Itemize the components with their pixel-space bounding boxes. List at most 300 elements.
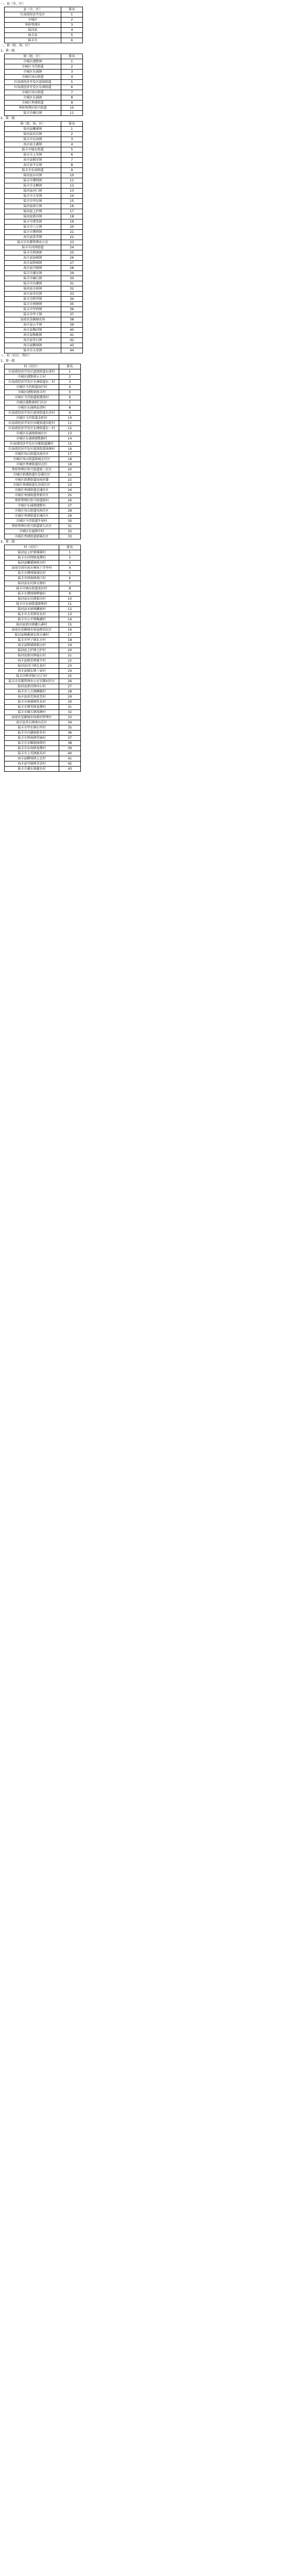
table-row bbox=[5, 100, 83, 106]
cell-name: 市城区捷胜镇 bbox=[5, 59, 61, 64]
cell-rank: 22 bbox=[59, 478, 81, 483]
cell-rank: 5 bbox=[61, 147, 83, 152]
table-row bbox=[5, 767, 81, 772]
ranking-table bbox=[4, 545, 81, 772]
table-row bbox=[5, 457, 81, 462]
cell-rank: 42 bbox=[59, 761, 81, 767]
cell-rank: 39 bbox=[61, 323, 83, 328]
cell-rank: 3 bbox=[59, 561, 81, 566]
cell-rank: 3 bbox=[59, 380, 81, 385]
cell-name: 华侨管理区侨兴街道 bbox=[5, 106, 61, 111]
cell-name: 市城区凤山街道凤南社区 bbox=[5, 509, 59, 514]
cell-rank: 29 bbox=[59, 694, 81, 700]
cell-name: 市城区凤山街道新城北社区 bbox=[5, 457, 59, 462]
cell-name: 陆河县新田镇田心村 bbox=[5, 684, 59, 689]
column-header-name: 镇（街、场、区） bbox=[5, 122, 61, 127]
cell-rank: 41 bbox=[61, 333, 83, 338]
cell-name: 汕尾农垦碳塘农场益群居民区 bbox=[5, 628, 59, 633]
cell-rank: 12 bbox=[61, 183, 83, 189]
cell-rank: 28 bbox=[61, 266, 83, 271]
cell-rank: 30 bbox=[61, 276, 83, 281]
table-row bbox=[5, 648, 81, 653]
cell-rank: 2 bbox=[59, 555, 81, 561]
cell-name: 陆丰市甲东镇 bbox=[5, 199, 61, 204]
cell-name: 陆丰市上英镇渡头村 bbox=[5, 751, 59, 756]
cell-name: 市城区东涌镇 bbox=[5, 95, 61, 100]
cell-rank: 8 bbox=[59, 405, 81, 411]
table-row bbox=[5, 612, 81, 617]
cell-name: 市城区 bbox=[5, 18, 61, 23]
table-row bbox=[5, 421, 81, 426]
cell-name: 海丰县可塘镇青草村 bbox=[5, 761, 59, 767]
table-row bbox=[5, 59, 83, 64]
table-row bbox=[5, 173, 83, 178]
cell-rank: 24 bbox=[61, 245, 83, 250]
table-row bbox=[5, 684, 81, 689]
cell-rank: 14 bbox=[59, 436, 81, 442]
cell-rank: 32 bbox=[59, 529, 81, 534]
cell-name: 市城区香洲街道北埔社区 bbox=[5, 488, 59, 493]
cell-rank: 17 bbox=[61, 209, 83, 214]
cell-rank: 32 bbox=[61, 286, 83, 292]
cell-rank: 14 bbox=[61, 194, 83, 199]
table-row bbox=[5, 152, 83, 158]
cell-name: 市城区新港街道汕尾居委 bbox=[5, 478, 59, 483]
cell-name: 陆丰市西南镇竹园村 bbox=[5, 736, 59, 741]
cell-rank: 31 bbox=[61, 281, 83, 286]
cell-name: 陆丰市金厢镇 bbox=[5, 183, 61, 189]
cell-rank: 31 bbox=[59, 705, 81, 710]
cell-rank: 12 bbox=[59, 607, 81, 612]
cell-rank: 37 bbox=[59, 736, 81, 741]
cell-rank: 23 bbox=[59, 483, 81, 488]
cell-name: 陆河县水唇镇 bbox=[5, 286, 61, 292]
table-row bbox=[5, 281, 83, 286]
table-header-row bbox=[5, 7, 83, 12]
section-heading: 二、镇（街、场、区） bbox=[1, 44, 32, 47]
table-header-row bbox=[5, 54, 83, 59]
table-row bbox=[5, 756, 81, 761]
subsection-heading: 2、第二组 bbox=[1, 116, 15, 120]
cell-name: 华侨管理区侨兴街道新村 bbox=[5, 498, 59, 503]
table-row bbox=[5, 261, 83, 266]
cell-name: 市城区香洲街道东埔社区 bbox=[5, 514, 59, 519]
cell-name: 陆丰市南塘镇坎头村 bbox=[5, 700, 59, 705]
cell-rank: 16 bbox=[59, 628, 81, 633]
cell-name: 陆丰市城东街道龙坑村 bbox=[5, 586, 59, 591]
cell-name: 市城区香洲街道居北村 bbox=[5, 462, 59, 467]
cell-name: 海丰县赤坑镇 bbox=[5, 292, 61, 297]
cell-rank: 3 bbox=[61, 70, 83, 75]
cell-name: 陆丰市河西街道 bbox=[5, 245, 61, 250]
table-row bbox=[5, 416, 81, 421]
table-row bbox=[5, 452, 81, 457]
column-header-rank: 排名 bbox=[61, 7, 83, 12]
cell-name: 陆丰市大安镇 bbox=[5, 348, 61, 353]
cell-rank: 7 bbox=[61, 90, 83, 95]
table-row bbox=[5, 467, 81, 472]
table-row bbox=[5, 534, 81, 539]
table-row bbox=[5, 725, 81, 731]
cell-rank: 13 bbox=[59, 612, 81, 617]
cell-name: 陆河县河口镇北龙村 bbox=[5, 664, 59, 669]
cell-name: 市城区马宫街道汕仔村 bbox=[5, 385, 59, 390]
subsection-heading: 1、第一组 bbox=[1, 359, 15, 363]
cell-name: 海丰县 bbox=[5, 33, 61, 38]
cell-rank: 40 bbox=[59, 751, 81, 756]
table-row bbox=[5, 385, 81, 390]
table-row bbox=[5, 302, 83, 307]
table-row bbox=[5, 80, 83, 85]
table-row bbox=[5, 286, 83, 292]
table-row bbox=[5, 276, 83, 281]
cell-rank: 35 bbox=[59, 725, 81, 731]
table-row bbox=[5, 472, 81, 478]
cell-name: 红海湾经济开发区遮浪街道南澳村 bbox=[5, 447, 59, 452]
cell-name: 海丰县黄羌镇 bbox=[5, 235, 61, 240]
table-row bbox=[5, 462, 81, 467]
cell-name: 陆河县南万镇 bbox=[5, 204, 61, 209]
cell-rank: 34 bbox=[59, 720, 81, 725]
cell-name: 市城区香洲街道长沙湾社区 bbox=[5, 483, 59, 488]
table-row bbox=[5, 209, 83, 214]
cell-rank: 4 bbox=[61, 75, 83, 80]
cell-rank: 33 bbox=[61, 292, 83, 297]
table-row bbox=[5, 622, 81, 628]
cell-rank: 18 bbox=[59, 457, 81, 462]
cell-name: 陆丰市甲子镇 bbox=[5, 312, 61, 317]
table-row bbox=[5, 219, 83, 225]
table-row bbox=[5, 204, 83, 209]
cell-rank: 10 bbox=[61, 106, 83, 111]
section-heading: 一、县（市、区） bbox=[1, 2, 26, 6]
section-heading: 三、村（社区、管区） bbox=[1, 354, 32, 358]
cell-name: 陆丰市八万镇 bbox=[5, 225, 61, 230]
table-row bbox=[5, 509, 81, 514]
document bbox=[0, 0, 291, 772]
cell-rank: 10 bbox=[59, 597, 81, 602]
table-row bbox=[5, 761, 81, 767]
table-row bbox=[5, 95, 83, 100]
table-row bbox=[5, 694, 81, 700]
cell-rank: 42 bbox=[61, 338, 83, 343]
table-row bbox=[5, 189, 83, 194]
table-row bbox=[5, 111, 83, 116]
cell-rank: 10 bbox=[59, 416, 81, 421]
table-row bbox=[5, 323, 83, 328]
cell-name: 陆丰市城东街道 bbox=[5, 147, 61, 152]
cell-rank: 8 bbox=[61, 163, 83, 168]
cell-rank: 4 bbox=[59, 566, 81, 571]
cell-rank: 6 bbox=[61, 38, 83, 43]
table-row bbox=[5, 550, 81, 555]
table-row bbox=[5, 328, 83, 333]
cell-name: 海丰县附城镇新山村 bbox=[5, 643, 59, 648]
table-row bbox=[5, 483, 81, 488]
cell-rank: 19 bbox=[59, 462, 81, 467]
cell-name: 陆丰市星都管理办公室星都村社区 bbox=[5, 679, 59, 684]
cell-rank: 33 bbox=[59, 534, 81, 539]
cell-rank: 39 bbox=[59, 746, 81, 751]
table-row bbox=[5, 142, 83, 147]
cell-rank: 1 bbox=[59, 369, 81, 375]
table-row bbox=[5, 431, 81, 436]
cell-rank: 35 bbox=[61, 302, 83, 307]
cell-name: 陆丰市星都管理办公室 bbox=[5, 240, 61, 245]
cell-name: 陆丰市西南镇 bbox=[5, 250, 61, 256]
cell-name: 市城区东涌镇捷胜路村 bbox=[5, 436, 59, 442]
table-row bbox=[5, 746, 81, 751]
table-row bbox=[5, 343, 83, 348]
table-row bbox=[5, 524, 81, 529]
cell-rank: 5 bbox=[61, 33, 83, 38]
cell-rank: 22 bbox=[61, 235, 83, 240]
cell-name: 陆河县上护镇簿溪村 bbox=[5, 550, 59, 555]
cell-rank: 44 bbox=[61, 348, 83, 353]
table-row bbox=[5, 348, 83, 353]
cell-name: 陆丰市内湖镇新乡村 bbox=[5, 731, 59, 736]
cell-rank: 11 bbox=[59, 421, 81, 426]
cell-rank: 26 bbox=[59, 498, 81, 503]
cell-name: 陆丰市南塘镇 bbox=[5, 302, 61, 307]
table-row bbox=[5, 245, 83, 250]
cell-name: 陆丰市公平镇陶湖村 bbox=[5, 617, 59, 622]
cell-name: 陆丰市大安镇 bbox=[5, 194, 61, 199]
cell-rank: 1 bbox=[61, 59, 83, 64]
table-row bbox=[5, 214, 83, 219]
cell-rank: 11 bbox=[61, 111, 83, 116]
cell-rank: 26 bbox=[61, 256, 83, 261]
cell-rank: 4 bbox=[61, 142, 83, 147]
cell-name: 市城区马宫街道 bbox=[5, 64, 61, 70]
cell-rank: 2 bbox=[61, 18, 83, 23]
cell-rank: 13 bbox=[59, 431, 81, 436]
cell-rank: 2 bbox=[61, 132, 83, 137]
cell-rank: 16 bbox=[59, 447, 81, 452]
table-row bbox=[5, 628, 81, 633]
table-row bbox=[5, 375, 81, 380]
table-row bbox=[5, 669, 81, 674]
cell-name: 陆河县螺溪镇欧田村 bbox=[5, 561, 59, 566]
cell-name: 陆河县河口镇 bbox=[5, 189, 61, 194]
cell-name: 市城区东涌镇新园社区 bbox=[5, 431, 59, 436]
table-row bbox=[5, 617, 81, 622]
cell-rank: 25 bbox=[61, 250, 83, 256]
cell-name: 红海湾经济开发区田墘街道湖村 bbox=[5, 442, 59, 447]
cell-name: 陆丰市上英镇 bbox=[5, 152, 61, 158]
cell-name: 海丰县赤石镇南山社区 bbox=[5, 720, 59, 725]
cell-rank: 5 bbox=[59, 390, 81, 395]
table-row bbox=[5, 178, 83, 183]
cell-rank: 43 bbox=[61, 343, 83, 348]
cell-rank: 8 bbox=[59, 586, 81, 591]
table-row bbox=[5, 225, 83, 230]
cell-rank: 28 bbox=[59, 689, 81, 694]
cell-rank: 20 bbox=[61, 225, 83, 230]
cell-rank: 29 bbox=[59, 514, 81, 519]
cell-rank: 28 bbox=[59, 509, 81, 514]
ranking-table bbox=[4, 54, 83, 116]
cell-rank: 37 bbox=[61, 312, 83, 317]
cell-rank: 17 bbox=[59, 452, 81, 457]
cell-name: 海丰县可塘镇 bbox=[5, 266, 61, 271]
cell-name: 市城区凤山街道凤苑社区 bbox=[5, 452, 59, 457]
cell-rank: 12 bbox=[59, 426, 81, 431]
table-row bbox=[5, 333, 83, 338]
cell-name: 市城区东涌镇品清村 bbox=[5, 405, 59, 411]
table-row bbox=[5, 28, 83, 33]
cell-name: 陆丰市甲子镇东方村 bbox=[5, 638, 59, 643]
cell-name: 市城区捷胜镇西门社区 bbox=[5, 400, 59, 405]
cell-name: 陆丰市大安镇安东村 bbox=[5, 612, 59, 617]
cell-rank: 20 bbox=[59, 648, 81, 653]
cell-rank: 19 bbox=[59, 643, 81, 648]
cell-rank: 38 bbox=[61, 317, 83, 323]
table-row bbox=[5, 168, 83, 173]
cell-rank: 15 bbox=[59, 442, 81, 447]
cell-name: 陆丰市东海街道新和村 bbox=[5, 602, 59, 607]
cell-rank: 15 bbox=[61, 199, 83, 204]
table-row bbox=[5, 519, 81, 524]
cell-name: 红海湾经济开发区遮浪街道长沙村 bbox=[5, 411, 59, 416]
cell-name: 华侨管理区 bbox=[5, 23, 61, 28]
cell-name: 市城区捷胜镇五七村 bbox=[5, 375, 59, 380]
table-row bbox=[5, 106, 83, 111]
table-row bbox=[5, 137, 83, 142]
table-row bbox=[5, 488, 81, 493]
cell-name: 陆河县水唇镇螺洞村 bbox=[5, 607, 59, 612]
cell-rank: 6 bbox=[59, 576, 81, 581]
cell-name: 陆丰市东海街道 bbox=[5, 168, 61, 173]
table-row bbox=[5, 64, 83, 70]
table-row bbox=[5, 163, 83, 168]
column-header-rank: 排名 bbox=[59, 364, 81, 369]
cell-rank: 13 bbox=[61, 189, 83, 194]
cell-rank: 6 bbox=[59, 395, 81, 400]
cell-name: 市城区凤山街道 bbox=[5, 75, 61, 80]
table-row bbox=[5, 664, 81, 669]
cell-rank: 11 bbox=[61, 178, 83, 183]
cell-rank: 25 bbox=[59, 674, 81, 679]
table-row bbox=[5, 638, 81, 643]
table-row bbox=[5, 250, 83, 256]
cell-name: 市城区新港街道红草溪社区 bbox=[5, 472, 59, 478]
cell-rank: 29 bbox=[61, 271, 83, 276]
table-row bbox=[5, 478, 81, 483]
table-row bbox=[5, 18, 83, 23]
cell-name: 市城区凤山街道 bbox=[5, 90, 61, 95]
table-row bbox=[5, 271, 83, 276]
cell-rank: 4 bbox=[59, 385, 81, 390]
table-row bbox=[5, 576, 81, 581]
cell-rank: 7 bbox=[61, 158, 83, 163]
table-row bbox=[5, 498, 81, 503]
cell-name: 红海湾经济开发区 bbox=[5, 12, 61, 18]
cell-name: 红海湾经济开发区东洲街道东一村 bbox=[5, 426, 59, 431]
table-row bbox=[5, 715, 81, 720]
cell-rank: 26 bbox=[59, 679, 81, 684]
table-row bbox=[5, 555, 81, 561]
cell-name: 市城区东涌镇 bbox=[5, 70, 61, 75]
table-row bbox=[5, 741, 81, 746]
cell-rank: 34 bbox=[61, 297, 83, 302]
cell-rank: 4 bbox=[61, 28, 83, 33]
cell-name: 陆河县东坑镇 bbox=[5, 173, 61, 178]
column-header-name: 村（社区） bbox=[5, 545, 59, 550]
table-row bbox=[5, 380, 81, 385]
cell-rank: 20 bbox=[59, 467, 81, 472]
cell-name: 陆河县新田镇激石溪村 bbox=[5, 622, 59, 628]
cell-name: 海丰县联安镇 bbox=[5, 158, 61, 163]
table-row bbox=[5, 127, 83, 132]
table-row bbox=[5, 586, 81, 591]
table-row bbox=[5, 411, 81, 416]
table-row bbox=[5, 70, 83, 75]
cell-name: 汕尾农垦碳塘农场新村管理区 bbox=[5, 715, 59, 720]
table-row bbox=[5, 256, 83, 261]
table-row bbox=[5, 503, 81, 509]
cell-rank: 7 bbox=[59, 581, 81, 586]
cell-rank: 27 bbox=[59, 684, 81, 689]
table-row bbox=[5, 85, 83, 90]
table-row bbox=[5, 736, 81, 741]
table-row bbox=[5, 158, 83, 163]
column-header-name: 镇（街、区） bbox=[5, 54, 61, 59]
table-row bbox=[5, 426, 81, 431]
table-row bbox=[5, 12, 83, 18]
table-row bbox=[5, 710, 81, 715]
cell-name: 华侨管理区侨兴街道第三社区 bbox=[5, 467, 59, 472]
table-header-row bbox=[5, 545, 81, 550]
cell-name: 市城区东涌镇捷胜村 bbox=[5, 503, 59, 509]
cell-rank: 23 bbox=[61, 240, 83, 245]
cell-rank: 15 bbox=[59, 622, 81, 628]
cell-rank: 22 bbox=[59, 658, 81, 664]
table-row bbox=[5, 436, 81, 442]
cell-name: 汕尾农垦碳塘农场 bbox=[5, 317, 61, 323]
cell-name: 红海湾经济开发区遮浪街道 bbox=[5, 80, 61, 85]
table-row bbox=[5, 199, 83, 204]
cell-rank: 21 bbox=[59, 472, 81, 478]
cell-rank: 7 bbox=[59, 400, 81, 405]
cell-name: 市城区马宫街道新港湾村 bbox=[5, 395, 59, 400]
table-row bbox=[5, 674, 81, 679]
cell-name: 海丰县公平镇 bbox=[5, 323, 61, 328]
cell-name: 陆河县螺溪镇 bbox=[5, 127, 61, 132]
table-row bbox=[5, 400, 81, 405]
cell-name: 陆丰市桥冲镇白石门村 bbox=[5, 674, 59, 679]
table-row bbox=[5, 705, 81, 710]
cell-name: 红海湾经济开发区东洲街道东二村 bbox=[5, 380, 59, 385]
table-row bbox=[5, 38, 83, 43]
table-row bbox=[5, 33, 83, 38]
subsection-heading: 2、第二组 bbox=[1, 540, 15, 544]
table-row bbox=[5, 292, 83, 297]
cell-name: 陆河县东坑镇大塘村 bbox=[5, 581, 59, 586]
cell-name: 市城区香洲街道新城社区 bbox=[5, 534, 59, 539]
cell-rank: 2 bbox=[59, 375, 81, 380]
cell-name: 海丰县城东镇三家村 bbox=[5, 669, 59, 674]
cell-name: 海丰县联安镇建平村 bbox=[5, 658, 59, 664]
cell-name: 陆河县新田镇福石村 bbox=[5, 653, 59, 658]
cell-rank: 36 bbox=[59, 731, 81, 736]
table-row bbox=[5, 643, 81, 648]
cell-name: 陆丰市潭西镇深坑村 bbox=[5, 571, 59, 576]
table-row bbox=[5, 447, 81, 452]
table-row bbox=[5, 297, 83, 302]
cell-name: 海丰县黄羌镇黄羌村 bbox=[5, 694, 59, 700]
cell-rank: 2 bbox=[61, 64, 83, 70]
